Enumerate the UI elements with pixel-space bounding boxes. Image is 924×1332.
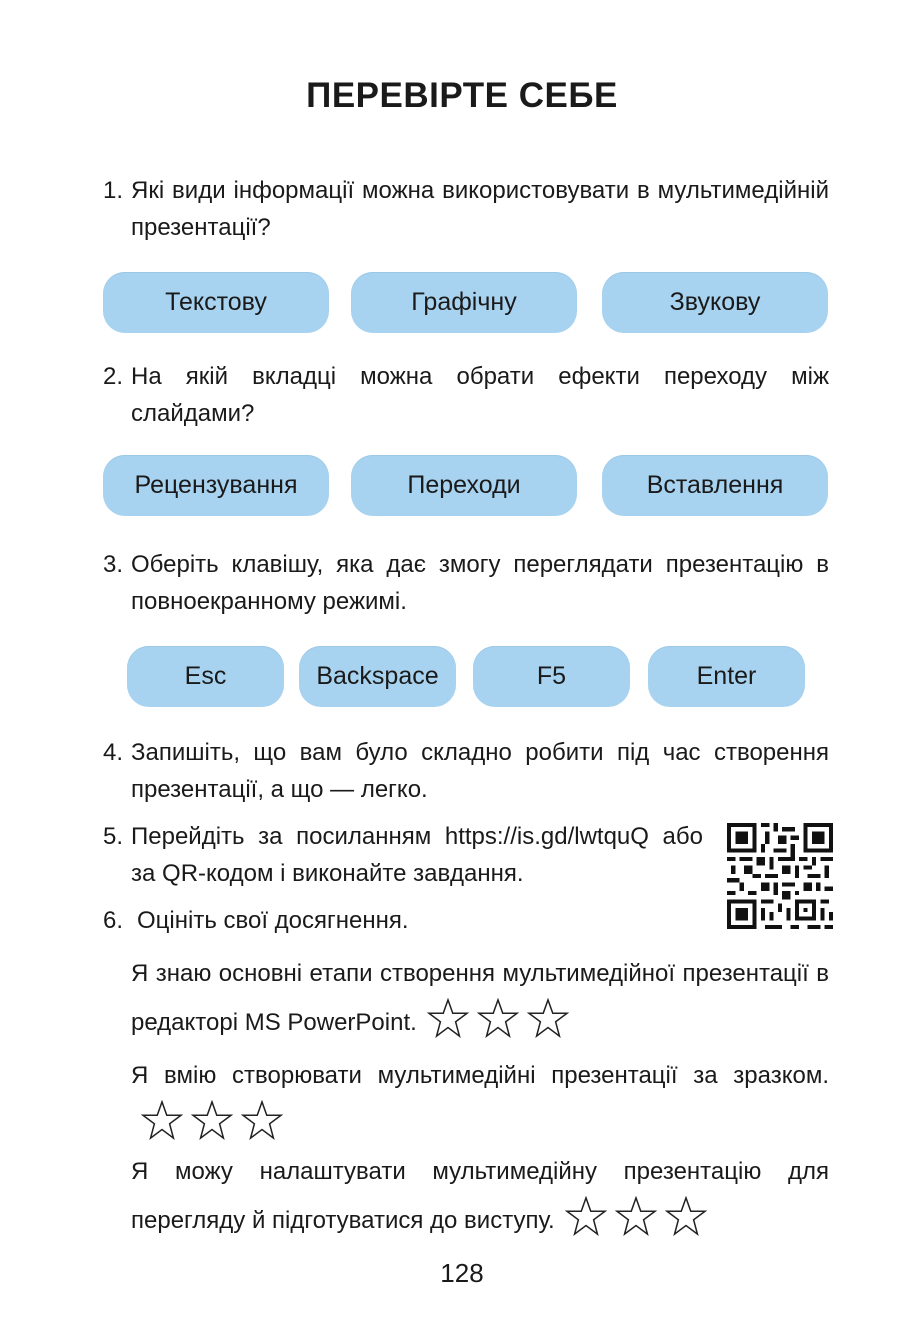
rating-statement-2 bbox=[131, 1052, 829, 1149]
star-outline-icon[interactable] bbox=[615, 1196, 657, 1236]
question-4-number: 4. bbox=[103, 739, 124, 766]
star-outline-icon[interactable] bbox=[565, 1196, 607, 1236]
star-rating[interactable] bbox=[427, 998, 569, 1038]
question-1 bbox=[103, 172, 829, 246]
question-2-text: На якій вкладці можна обрати ефекти переходу між слайдами? bbox=[131, 363, 829, 427]
rating-statement-2-text: Я вмію створювати мультимедійні презентації за зразком. bbox=[131, 1062, 829, 1089]
star-outline-icon[interactable] bbox=[191, 1100, 233, 1140]
question-3-number: 3. bbox=[103, 551, 124, 578]
question-3-text: Оберіть клавішу, яка дає змогу переглядати презентацію в повноекранному режимі. bbox=[131, 551, 829, 615]
question-4 bbox=[103, 734, 829, 808]
star-outline-icon[interactable] bbox=[241, 1100, 283, 1140]
rating-statement-3-text: Я можу налаштувати мультимедійну презентацію для перегляду й підготуватися до виступу. bbox=[131, 1158, 829, 1234]
answer-button-graphic[interactable]: Графічну bbox=[351, 272, 577, 333]
star-outline-icon[interactable] bbox=[665, 1196, 707, 1236]
key-button-backspace[interactable]: Backspace bbox=[299, 646, 456, 707]
question-4-text: Запишіть, що вам було складно робити під час створення презентації, а що — легко. bbox=[131, 739, 829, 803]
question-5 bbox=[103, 818, 703, 892]
rating-statement-1-text: Я знаю основні етапи створення мультимедійної презентації в редакторі MS PowerPoint. bbox=[131, 960, 829, 1036]
star-outline-icon[interactable] bbox=[427, 998, 469, 1038]
question-5-text: Перейдіть за посиланням https://is.gd/lwtquQ або за QR-кодом і виконайте завдання. bbox=[131, 823, 703, 887]
question-2-number: 2. bbox=[103, 363, 124, 390]
question-1-text: Які види інформації можна використовувати в мультимедійній презентації? bbox=[131, 177, 829, 241]
answer-button-insert[interactable]: Вставлення bbox=[602, 455, 828, 516]
question-6-number: 6. bbox=[103, 907, 124, 934]
rating-statement-3 bbox=[131, 1148, 829, 1245]
star-rating[interactable] bbox=[565, 1196, 707, 1236]
page-number: 128 bbox=[440, 1258, 484, 1288]
question-6-text: Оцініть свої досягнення. bbox=[137, 907, 409, 934]
key-button-enter[interactable]: Enter bbox=[648, 646, 805, 707]
question-6 bbox=[103, 902, 829, 939]
key-button-f5[interactable]: F5 bbox=[473, 646, 630, 707]
question-2 bbox=[103, 358, 829, 432]
rating-statement-1 bbox=[131, 950, 829, 1047]
question-5-number: 5. bbox=[103, 823, 124, 850]
answer-button-text[interactable]: Текстову bbox=[103, 272, 329, 333]
page-title: ПЕРЕВІРТЕ СЕБЕ bbox=[306, 76, 618, 115]
question-3 bbox=[103, 546, 829, 620]
star-outline-icon[interactable] bbox=[527, 998, 569, 1038]
question-1-number: 1. bbox=[103, 177, 124, 204]
star-rating[interactable] bbox=[141, 1100, 283, 1140]
answer-button-sound[interactable]: Звукову bbox=[602, 272, 828, 333]
answer-button-review[interactable]: Рецензування bbox=[103, 455, 329, 516]
key-button-esc[interactable]: Esc bbox=[127, 646, 284, 707]
star-outline-icon[interactable] bbox=[477, 998, 519, 1038]
answer-button-transitions[interactable]: Переходи bbox=[351, 455, 577, 516]
star-outline-icon[interactable] bbox=[141, 1100, 183, 1140]
